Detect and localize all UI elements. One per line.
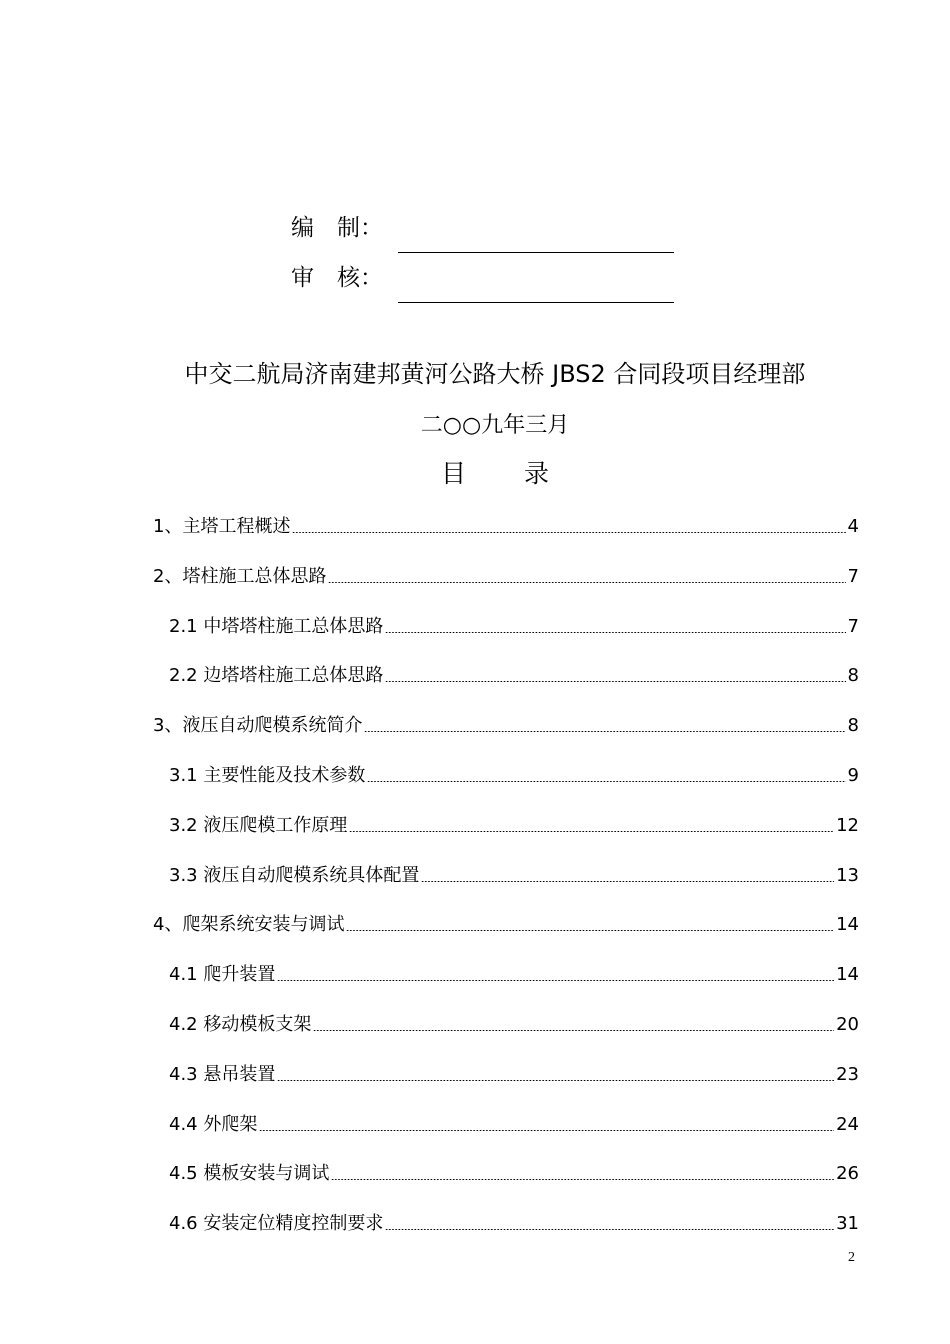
toc-entry-leader <box>277 1080 834 1081</box>
toc-entry-label: 2、塔柱施工总体思路 <box>153 565 327 587</box>
page-number: 2 <box>848 1250 855 1265</box>
toc-entry[interactable] <box>153 514 859 540</box>
toc-entry-page: 9 <box>847 765 859 786</box>
toc-entry-page: 7 <box>847 565 859 587</box>
toc-entry-label: 4.3 悬吊装置 <box>169 1063 276 1085</box>
toc-entry-label: 4.6 安装定位精度控制要求 <box>169 1213 384 1235</box>
toc-entry-leader <box>328 582 845 583</box>
toc-entry-label: 2.1 中塔塔柱施工总体思路 <box>169 615 384 637</box>
toc-entry-label: 4.5 模板安装与调试 <box>169 1163 330 1185</box>
toc-entry[interactable] <box>169 962 859 988</box>
toc-entry[interactable] <box>169 1211 859 1237</box>
toc-entry-leader <box>259 1130 834 1131</box>
toc-entry-leader <box>346 930 834 931</box>
toc-entry[interactable] <box>153 912 859 938</box>
toc-entry-leader <box>277 980 834 981</box>
toc-entry-page: 4 <box>847 516 859 537</box>
toc-title <box>0 454 950 490</box>
toc-entry-label: 3、液压自动爬模系统简介 <box>153 715 363 737</box>
organization-name: 中交二航局济南建邦黄河公路大桥 JBS2 合同段项目经理部 <box>184 360 806 388</box>
toc-entry[interactable] <box>169 1161 859 1187</box>
toc-entry-page: 24 <box>836 1113 859 1135</box>
document-date: 二○○九年三月 <box>420 413 570 438</box>
toc-entry-leader <box>367 781 845 782</box>
toc-entry[interactable] <box>169 663 859 689</box>
toc-entry[interactable] <box>169 863 859 889</box>
toc-entry-leader <box>385 632 845 633</box>
toc-entry-page: 23 <box>836 1063 859 1085</box>
toc-entry-page: 14 <box>836 964 859 986</box>
toc-entry-label: 3.3 液压自动爬模系统具体配置 <box>169 864 420 886</box>
toc-entry[interactable] <box>169 1012 859 1038</box>
author-signature-row <box>291 209 387 242</box>
toc-title-right: 录 <box>524 459 550 488</box>
toc-entry-label: 4.4 外爬架 <box>169 1113 258 1135</box>
toc-entry-leader <box>313 1030 834 1031</box>
toc-entry-leader <box>364 731 845 732</box>
toc-entry-leader <box>349 831 834 832</box>
reviewer-signature-row <box>291 259 387 292</box>
toc-entry[interactable] <box>153 564 859 590</box>
toc-entry-page: 8 <box>847 665 859 687</box>
toc-entry-leader <box>385 681 845 682</box>
toc-entry[interactable] <box>169 614 859 640</box>
reviewer-label: 审 核： <box>291 265 383 291</box>
toc-entry-page: 7 <box>847 615 859 637</box>
toc-entry-page: 14 <box>836 914 859 936</box>
toc-entry-label: 4、爬架系统安装与调试 <box>153 914 345 936</box>
toc-entry-page: 20 <box>836 1014 859 1035</box>
toc-entry-leader <box>421 881 834 882</box>
toc-entry[interactable] <box>169 763 859 789</box>
toc-entry-label: 4.2 移动模板支架 <box>169 1014 312 1035</box>
author-label: 编 制： <box>291 215 383 241</box>
toc-entry[interactable] <box>169 813 859 839</box>
toc-entry-label: 1、主塔工程概述 <box>153 516 291 537</box>
toc-entry-page: 31 <box>836 1213 859 1235</box>
toc-entry-label: 4.1 爬升装置 <box>169 964 276 986</box>
toc-entry-label: 3.1 主要性能及技术参数 <box>169 765 366 786</box>
toc-entry-label: 2.2 边塔塔柱施工总体思路 <box>169 665 384 687</box>
toc-entry-leader <box>292 532 845 533</box>
toc-entry[interactable] <box>169 1112 859 1138</box>
toc-entry-leader <box>331 1179 834 1180</box>
toc-entry-page: 26 <box>836 1163 859 1185</box>
author-signature-line <box>398 252 674 253</box>
toc-entry-page: 8 <box>847 715 859 737</box>
reviewer-signature-line <box>398 302 674 303</box>
toc-entry-page: 13 <box>836 864 859 886</box>
toc-entry[interactable] <box>153 713 859 739</box>
toc-entry-label: 3.2 液压爬模工作原理 <box>169 814 348 836</box>
toc-entry-leader <box>385 1229 834 1230</box>
toc-entry-page: 12 <box>836 814 859 836</box>
toc-entry[interactable] <box>169 1062 859 1088</box>
toc-title-left: 目 <box>440 459 466 488</box>
